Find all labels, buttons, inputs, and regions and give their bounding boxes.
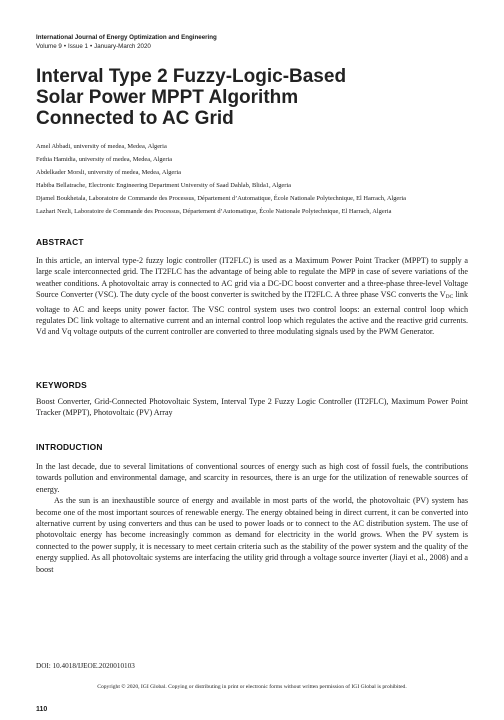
author-affiliation: Lazhari Nezli, Laboratoire de Commande des Processus, Département d’Automatique, École Nationale Polytechnique, El Harrach, Algeria [36, 208, 392, 215]
author-affiliation: Abdelkader Morsli, university of medea, Medea, Algeria [36, 169, 181, 176]
introduction-heading: INTRODUCTION [36, 442, 103, 452]
vdc-subscript: DC [445, 294, 454, 301]
introduction-text [36, 461, 468, 575]
title-line-3: Connected to AC Grid [36, 108, 234, 129]
journal-name: International Journal of Energy Optimization and Engineering [36, 34, 217, 41]
abstract-text-part1: In this article, an interval type-2 fuzzy logic controller (IT2FLC) is used as a Maximum Power Point Tracker (MPPT) to supply a large scale interconnected grid. The IT2FLC has the advantage of being able to regulate the MPP in case of severe variations of the weather conditions. A photovoltaic array is connected to AC grid via a DC-DC boost converter and a three-phase three-level Voltage Source Converter (VSC). The duty cycle of the boost converter is switched by the IT2FLC. A three phase VSC converts the V [36, 256, 468, 300]
intro-paragraph-2: As the sun is an inexhaustible source of energy and available in most parts of the world, the photovoltaic (PV) system has become one of the most important sources of renewable energy. The energy obtained being in direct current, it can be converted into alternative current by using converters and thus can be used to power loads or to connect to the AC distribution system. The use of photovoltaic energy has become increasingly common as demand for electricity in the world grows. When the PV system is connected to the power supply, it is necessary to meet certain criteria such as the stability of the power system and the quality of the energy supplied. As all photovoltaic systems are interfacing the utility grid through a voltage source inverter (Jiayi et al., 2008) and a boost [36, 496, 468, 574]
journal-issue: Issue 1 [67, 43, 88, 50]
author-list [36, 142, 468, 216]
abstract-text [36, 255, 468, 338]
abstract-heading: ABSTRACT [36, 237, 84, 247]
keywords-list: Boost Converter, Grid-Connected Photovoltaic System, Interval Type 2 Fuzzy Logic Controller (IT2FLC), Maximum Power Point Tracker (MPPT), Photovoltaic (PV) Array [36, 397, 468, 418]
copyright-notice: Copyright © 2020, IGI Global. Copying or distributing in print or electronic forms without written permission of IGI Global is prohibited. [97, 684, 407, 690]
title-line-2: Solar Power MPPT Algorithm [36, 87, 299, 108]
page-number: 110 [36, 706, 48, 713]
author-affiliation: Amel Abbadi, university of medea, Medea, Algeria [36, 143, 167, 150]
journal-volume: Volume 9 [36, 43, 62, 50]
abstract-text-part2: link voltage to AC and keeps unity power factor. The VSC control system uses two control loops: an external control loop which regulates DC link voltage to alternative current and an internal control loop which regulates the active and the reactive grid currents. Vd and Vq voltage outputs of the current controller are converted to three modulating signals used by the PWM Generator. [36, 290, 468, 337]
title-line-1: Interval Type 2 Fuzzy-Logic-Based [36, 66, 347, 87]
keywords-heading: KEYWORDS [36, 380, 87, 390]
issue-separator: • [89, 43, 93, 50]
paper-title [36, 66, 476, 129]
issue-separator: • [63, 43, 66, 50]
keywords-text [36, 396, 468, 419]
journal-issue-line [36, 43, 151, 50]
author-affiliation: Djamel Boukhetala, Laboratoire de Commande des Processus, Département d’Automatique, École Nationale Polytechnique, El Harrach, Algeria [36, 195, 407, 202]
author-affiliation: Habiba Bellatrache, Electronic Engineering Department University of Saad Dahlab, Blida1, Algeria [36, 182, 292, 189]
intro-paragraph-1: In the last decade, due to several limitations of conventional sources of energy such as high cost of fossil fuels, the contributions towards pollution and environmental damage, and scarcity in resources, there is an urge for the utilization of renewable sources of energy. [36, 462, 468, 494]
doi: DOI: 10.4018/IJEOE.2020010103 [36, 662, 135, 670]
journal-period: January-March 2020 [94, 43, 151, 50]
author-affiliation: Fethia Hamidia, university of medea, Medea, Algeria [36, 156, 173, 163]
